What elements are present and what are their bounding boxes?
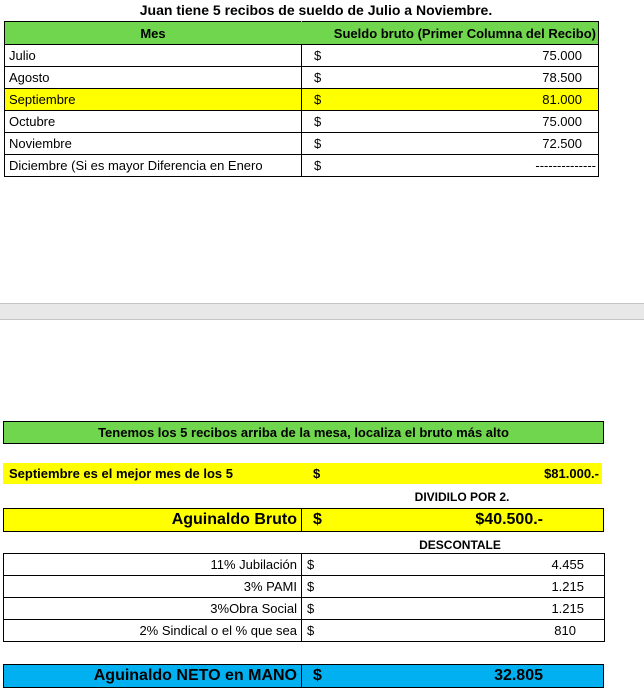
amount-cell[interactable] — [302, 133, 599, 155]
best-month-row[interactable] — [3, 463, 602, 484]
amount-value: 78.500 — [542, 70, 582, 85]
deduction-amount-cell[interactable] — [302, 576, 605, 598]
table-row[interactable] — [5, 133, 599, 155]
month-cell[interactable]: Septiembre — [5, 89, 302, 111]
month-cell[interactable]: Noviembre — [5, 133, 302, 155]
deduction-row[interactable] — [4, 598, 605, 620]
month-cell[interactable]: Diciembre (Si es mayor Diferencia en Enero — [5, 155, 302, 177]
amount-value: 81.000 — [542, 92, 582, 107]
table-row[interactable] — [5, 45, 599, 67]
deduction-amount-cell[interactable] — [302, 620, 605, 642]
aguinaldo-neto-label: Aguinaldo NETO en MANO — [93, 667, 297, 684]
deduction-amount: 1.215 — [551, 579, 584, 594]
currency-symbol: $ — [313, 466, 321, 481]
cell-divider — [301, 509, 302, 531]
deduction-amount-cell[interactable] — [302, 554, 605, 576]
aguinaldo-neto-row[interactable] — [3, 664, 604, 688]
currency-symbol: $ — [314, 136, 322, 151]
cell-divider — [301, 665, 302, 687]
aguinaldo-neto-value: 32.805 — [494, 667, 543, 684]
page-break-divider — [0, 303, 644, 320]
page-title: Juan tiene 5 recibos de sueldo de Julio a Noviembre. — [139, 2, 493, 18]
aguinaldo-bruto-value: $40.500.- — [475, 511, 543, 528]
instruction-banner: Tenemos los 5 recibos arriba de la mesa, localiza el bruto más alto — [3, 421, 604, 444]
deduction-row[interactable] — [4, 576, 605, 598]
amount-value: 72.500 — [542, 136, 582, 151]
deduction-row[interactable] — [4, 554, 605, 576]
currency-symbol: $ — [314, 70, 322, 85]
amount-cell[interactable] — [302, 111, 599, 133]
aguinaldo-bruto-row[interactable] — [3, 508, 604, 532]
currency-symbol: $ — [314, 114, 322, 129]
deduction-row[interactable] — [4, 620, 605, 642]
currency-symbol: $ — [307, 579, 315, 594]
currency-symbol: $ — [313, 511, 322, 528]
deduction-amount: 1.215 — [551, 601, 584, 616]
currency-symbol: $ — [307, 557, 315, 572]
amount-cell[interactable] — [302, 89, 599, 111]
month-cell[interactable]: Julio — [5, 45, 302, 67]
amount-cell[interactable] — [302, 155, 599, 177]
currency-symbol: $ — [314, 158, 322, 173]
deductions-table — [3, 553, 605, 642]
deduction-amount: 810 — [554, 623, 576, 638]
currency-symbol: $ — [314, 92, 322, 107]
table-row-highlighted[interactable] — [5, 89, 599, 111]
table-row[interactable] — [5, 111, 599, 133]
currency-symbol: $ — [307, 623, 315, 638]
deduction-amount: 4.455 — [551, 557, 584, 572]
amount-cell[interactable] — [302, 67, 599, 89]
step-divide-label: DIVIDILO POR 2. — [414, 490, 510, 504]
table-header-row — [5, 22, 599, 45]
aguinaldo-bruto-label: Aguinaldo Bruto — [171, 511, 297, 528]
amount-value: 75.000 — [542, 48, 582, 63]
table-row[interactable] — [5, 67, 599, 89]
currency-symbol: $ — [314, 48, 322, 63]
deduction-label[interactable]: 11% Jubilación — [4, 554, 302, 576]
deduction-label[interactable]: 2% Sindical o el % que sea — [4, 620, 302, 642]
currency-symbol: $ — [313, 667, 322, 684]
month-cell[interactable]: Agosto — [5, 67, 302, 89]
amount-cell[interactable] — [302, 45, 599, 67]
currency-symbol: $ — [307, 601, 315, 616]
deduction-amount-cell[interactable] — [302, 598, 605, 620]
month-cell[interactable]: Octubre — [5, 111, 302, 133]
table-row[interactable] — [5, 155, 599, 177]
salary-table — [4, 21, 599, 177]
column-header-month: Mes — [5, 22, 302, 45]
step-deduct-label: DESCONTALE — [419, 538, 501, 552]
best-month-value: $81.000.- — [544, 466, 599, 481]
column-header-salary: Sueldo bruto (Primer Columna del Recibo) — [302, 22, 599, 45]
deduction-label[interactable]: 3%Obra Social — [4, 598, 302, 620]
amount-placeholder: -------------- — [535, 158, 596, 173]
best-month-label: Septiembre es el mejor mes de los 5 — [9, 466, 233, 481]
deduction-label[interactable]: 3% PAMI — [4, 576, 302, 598]
amount-value: 75.000 — [542, 114, 582, 129]
